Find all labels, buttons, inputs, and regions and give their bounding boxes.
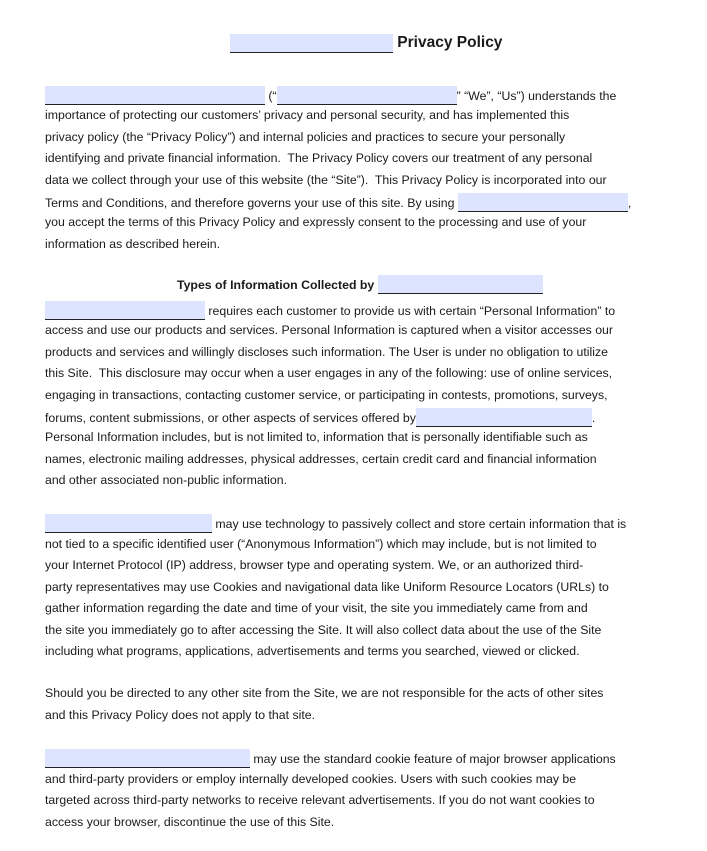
other-sites-line [45,685,603,702]
text-segment: products and services and willingly discloses such information. The User is under no obligation to utilize [45,345,608,359]
policy-title-company-field[interactable] [230,34,393,53]
text-segment: and third-party providers or employ internally developed cookies. Users with such cookies may be [45,772,577,786]
text-segment: party representatives may use Cookies and navigational data like Uniform Resource Locators (URLs) to [45,580,609,594]
text-segment: you accept the terms of this Privacy Policy and expressly consent to the processing and use of your [45,215,587,229]
personal-info-line [45,472,287,489]
text-segment: targeted across third-party networks to receive relevant advertisements. If you do not want cookies to [45,793,595,807]
personal-info-line [45,344,608,361]
text-segment: may use the standard cookie feature of major browser applications [250,752,616,766]
text-segment: . [591,411,596,425]
text-segment: gather information regarding the date and time of your visit, the site you immediately came from and [45,601,588,615]
personal-info-line [45,322,613,339]
text-segment: engaging in transactions, contacting customer service, or participating in contests, promotions, surveys, [45,388,608,402]
intro-line [45,150,592,167]
text-segment: identifying and private financial information. The Privacy Policy covers our treatment of any personal [45,151,593,165]
text-segment: Terms and Conditions, and therefore governs your use of this site. By using [45,196,458,210]
personal-info-line [45,451,597,468]
text-segment: forums, content submissions, or other aspects of services offered by [45,411,416,425]
company-name-field[interactable] [45,86,265,105]
text-segment: ” “We”, “Us”) understands the [456,89,617,103]
text-segment: access and use our products and services. Personal Information is captured when a visitor accesses our [45,323,613,337]
website-name-field[interactable] [458,193,628,212]
text-segment: importance of protecting our customers’ privacy and personal security, and has implemented this [45,108,570,122]
text-segment: and other associated non-public information. [45,473,287,487]
text-segment: requires each customer to provide us with certain “Personal Information” to [205,304,616,318]
personal-info-line [45,365,612,382]
text-segment: information as described herein. [45,237,220,251]
anonymous-info-line [45,643,580,660]
text-segment: your Internet Protocol (IP) address, browser type and operating system. We, or an authorized third- [45,558,584,572]
company-name-p2-field[interactable] [45,301,205,320]
intro-line [45,86,616,103]
anonymous-info-line [45,536,597,553]
company-name-p5-field[interactable] [45,749,250,768]
company-short-name-field[interactable] [277,86,457,105]
anonymous-info-line [45,579,609,596]
anonymous-info-line [45,600,588,617]
text-segment: , [627,196,632,210]
intro-line [45,129,565,146]
collector-name-field[interactable] [378,275,543,294]
text-segment: access your browser, discontinue the use of this Site. [45,815,335,829]
text-segment: not tied to a specific identified user (“Anonymous Information”) which may include, but is not limited to [45,537,597,551]
personal-info-line [45,429,588,446]
page-title [230,33,502,53]
text-segment: (“ [265,89,277,103]
personal-info-line [45,387,608,404]
cookies-line [45,749,616,766]
anonymous-info-line [45,557,583,574]
intro-line [45,172,607,189]
text-segment: Privacy Policy [393,34,503,51]
cookies-line [45,792,595,809]
text-segment: data we collect through your use of this website (the “Site”). This Privacy Policy is incorporated into our [45,173,607,187]
section-heading [177,275,543,292]
text-segment: Personal Information includes, but is not limited to, information that is personally identifiable such as [45,430,588,444]
text-segment: names, electronic mailing addresses, physical addresses, certain credit card and financial information [45,452,597,466]
services-provider-field[interactable] [416,408,592,427]
text-segment: may use technology to passively collect and store certain information that is [212,517,627,531]
text-segment: Types of Information Collected by [177,278,378,292]
text-segment: the site you immediately go to after accessing the Site. It will also collect data about the use of the Site [45,623,602,637]
company-name-p3-field[interactable] [45,514,212,533]
text-segment: including what programs, applications, advertisements and terms you searched, viewed or clicked. [45,644,580,658]
other-sites-line [45,707,315,724]
text-segment: this Site. This disclosure may occur when a user engages in any of the following: use of online services, [45,366,613,380]
cookies-line [45,771,576,788]
cookies-line [45,814,334,831]
intro-line [45,236,220,253]
text-segment: Should you be directed to any other site from the Site, we are not responsible for the acts of other sites [45,686,604,700]
personal-info-line [45,408,595,425]
anonymous-info-line [45,514,626,531]
intro-line [45,193,631,210]
personal-info-line [45,301,615,318]
text-segment: privacy policy (the “Privacy Policy”) and internal policies and practices to secure your personally [45,130,566,144]
text-segment: and this Privacy Policy does not apply to that site. [45,708,315,722]
intro-line [45,107,569,124]
anonymous-info-line [45,622,601,639]
intro-line [45,214,586,231]
